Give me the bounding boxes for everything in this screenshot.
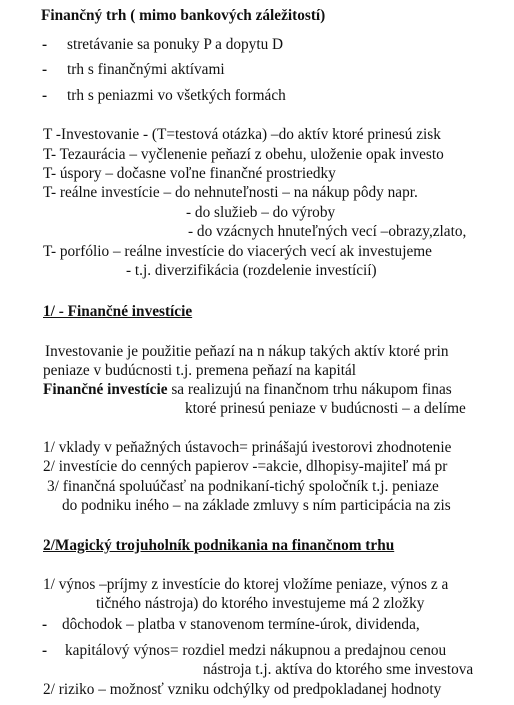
bullet-marker: - [42, 36, 48, 53]
section-1-paragraph-2-line-2: ktoré prinesú peniaze v budúcnosti – a delíme [185, 400, 466, 417]
financne-investicie-definition: sa realizujú na finančnom trhu nákupom finas [167, 381, 452, 398]
bullet-marker: - [42, 616, 48, 633]
bullet-marker: - [42, 87, 48, 104]
vynos-component-kapitalovy-line-1: kapitálový výnos= rozdiel medzi nákupnou a predajnou cenou [65, 642, 447, 659]
term-diverzifikacia: - t.j. diverzifikácia (rozdelenie investícií) [126, 262, 377, 279]
investment-type-2: 2/ investície do cenných papierov -=akcie, dlhopisy-majiteľ má pr [43, 458, 448, 475]
investment-type-1: 1/ vklady v peňažných ústavoch= prinášajú ivestorovi zhodnotenie [43, 439, 452, 456]
market-bullet-2: trh s finančnými aktívami [67, 61, 225, 78]
section-2-title: 2/Magický trojuholník podnikania na finančnom trhu [43, 537, 395, 554]
term-investovanie: T -Investovanie - (T=testová otázka) –do aktív ktoré prinesú zisk [43, 126, 441, 143]
vynos-line-1: 1/ výnos –príjmy z investície do ktorej vložíme peniaze, výnos z a [43, 576, 449, 593]
document-heading: Finančný trh ( mimo bankových záležitostí) [41, 7, 326, 24]
term-uspory: T- úspory – dočasne voľne finančné prostriedky [43, 165, 336, 182]
term-portfolio: T- porfólio – reálne investície do viacerých vecí ak investujeme [43, 243, 432, 260]
riziko-line: 2/ riziko – možnosť vzniku odchýlky od predpokladanej hodnoty [43, 681, 442, 698]
vynos-component-kapitalovy-line-2: nástroja t.j. aktíva do ktorého sme investova [203, 661, 474, 678]
term-realne-vzacnych: - do vzácnych hnuteľných vecí –obrazy,zlato, [188, 223, 467, 240]
section-1-paragraph-1-line-1: Investovanie je použitie peňazí na n nákup takých aktív ktoré prin [45, 343, 449, 360]
market-bullet-3: trh s peniazmi vo všetkých formách [67, 87, 286, 104]
bullet-marker: - [42, 642, 48, 659]
investment-type-3-continuation: do podniku iného – na základe zmluvy s ním participácia na zis [62, 497, 451, 514]
term-realne-sluzieb: - do služieb – do výroby [186, 204, 336, 221]
market-bullet-1: stretávanie sa ponuky P a dopytu D [67, 36, 284, 53]
investment-type-3: 3/ finančná spoluúčasť na podnikaní-tichý spoločník t.j. peniaze [47, 478, 439, 495]
term-tezauracia: T- Tezaurácia – vyčlenenie peňazí z obehu, uloženie opak investo [43, 146, 444, 163]
section-1-title: 1/ - Finančné investície [43, 303, 193, 320]
vynos-component-dochodok: dôchodok – platba v stanovenom termíne-úrok, dividenda, [62, 616, 420, 633]
vynos-line-2: tičného nástroja) do ktorého investujeme má 2 zložky [96, 595, 425, 612]
bullet-marker: - [42, 61, 48, 78]
financne-investicie-term: Finančné investície [43, 381, 168, 398]
section-1-paragraph-2-line-1 [43, 380, 452, 399]
term-realne-investicie: T- reálne investície – do nehnuteľnosti – na nákup pôdy napr. [43, 184, 418, 201]
section-1-paragraph-1-line-2: peniaze v budúcnosti t.j. premena peňazí na kapitál [43, 362, 357, 379]
